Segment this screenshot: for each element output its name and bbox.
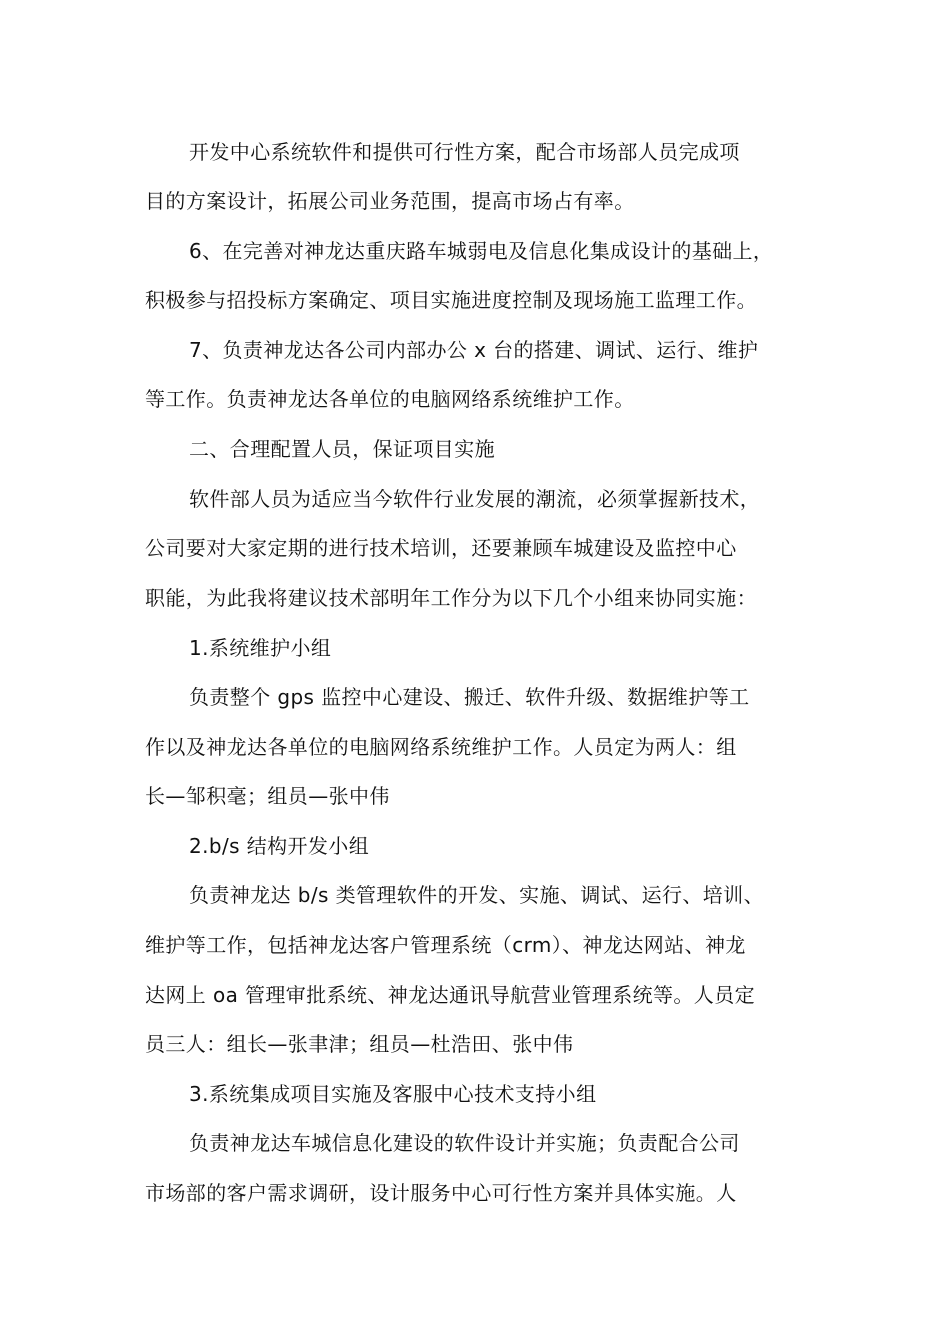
subsection-heading: 3.系统集成项目实施及客服中心技术支持小组 (189, 1082, 597, 1106)
text-line: 市场部的客户需求调研，设计服务中心可行性方案并具体实施。人 (145, 1181, 737, 1205)
text-line: 达网上 oa 管理审批系统、神龙达通讯导航营业管理系统等。人员定 (145, 983, 756, 1007)
subsection-heading: 1.系统维护小组 (189, 636, 332, 660)
text-line: 负责神龙达 b/s 类管理软件的开发、实施、调试、运行、培训、 (189, 883, 764, 907)
text-line: 积极参与招投标方案确定、项目实施进度控制及现场施工监理工作。 (145, 288, 757, 312)
text-line: 软件部人员为适应当今软件行业发展的潮流，必须掌握新技术， (189, 487, 761, 511)
text-line: 职能，为此我将建议技术部明年工作分为以下几个小组来协同实施： (145, 586, 757, 610)
subsection-heading: 2.b/s 结构开发小组 (189, 834, 370, 858)
text-line: 负责整个 gps 监控中心建设、搬迁、软件升级、数据维护等工 (189, 685, 750, 709)
text-line: 公司要对大家定期的进行技术培训，还要兼顾车城建设及监控中心 (145, 536, 737, 560)
text-line: 目的方案设计，拓展公司业务范围，提高市场占有率。 (145, 189, 635, 213)
text-line: 负责神龙达车城信息化建设的软件设计并实施；负责配合公司 (189, 1131, 740, 1155)
text-line: 6、在完善对神龙达重庆路车城弱电及信息化集成设计的基础上， (189, 239, 774, 263)
section-heading: 二、合理配置人员，保证项目实施 (189, 437, 495, 461)
text-line: 维护等工作，包括神龙达客户管理系统（crm）、神龙达网站、神龙 (145, 933, 746, 957)
text-line: 7、负责神龙达各公司内部办公 x 台的搭建、调试、运行、维护 (189, 338, 759, 362)
text-line: 员三人：组长—张聿津；组员—杜浩田、张中伟 (145, 1032, 574, 1056)
text-line: 作以及神龙达各单位的电脑网络系统维护工作。人员定为两人：组 (145, 735, 737, 759)
text-line: 开发中心系统软件和提供可行性方案，配合市场部人员完成项 (189, 140, 740, 164)
text-line: 长—邹积毫；组员—张中伟 (145, 784, 390, 808)
text-line: 等工作。负责神龙达各单位的电脑网络系统维护工作。 (145, 387, 635, 411)
